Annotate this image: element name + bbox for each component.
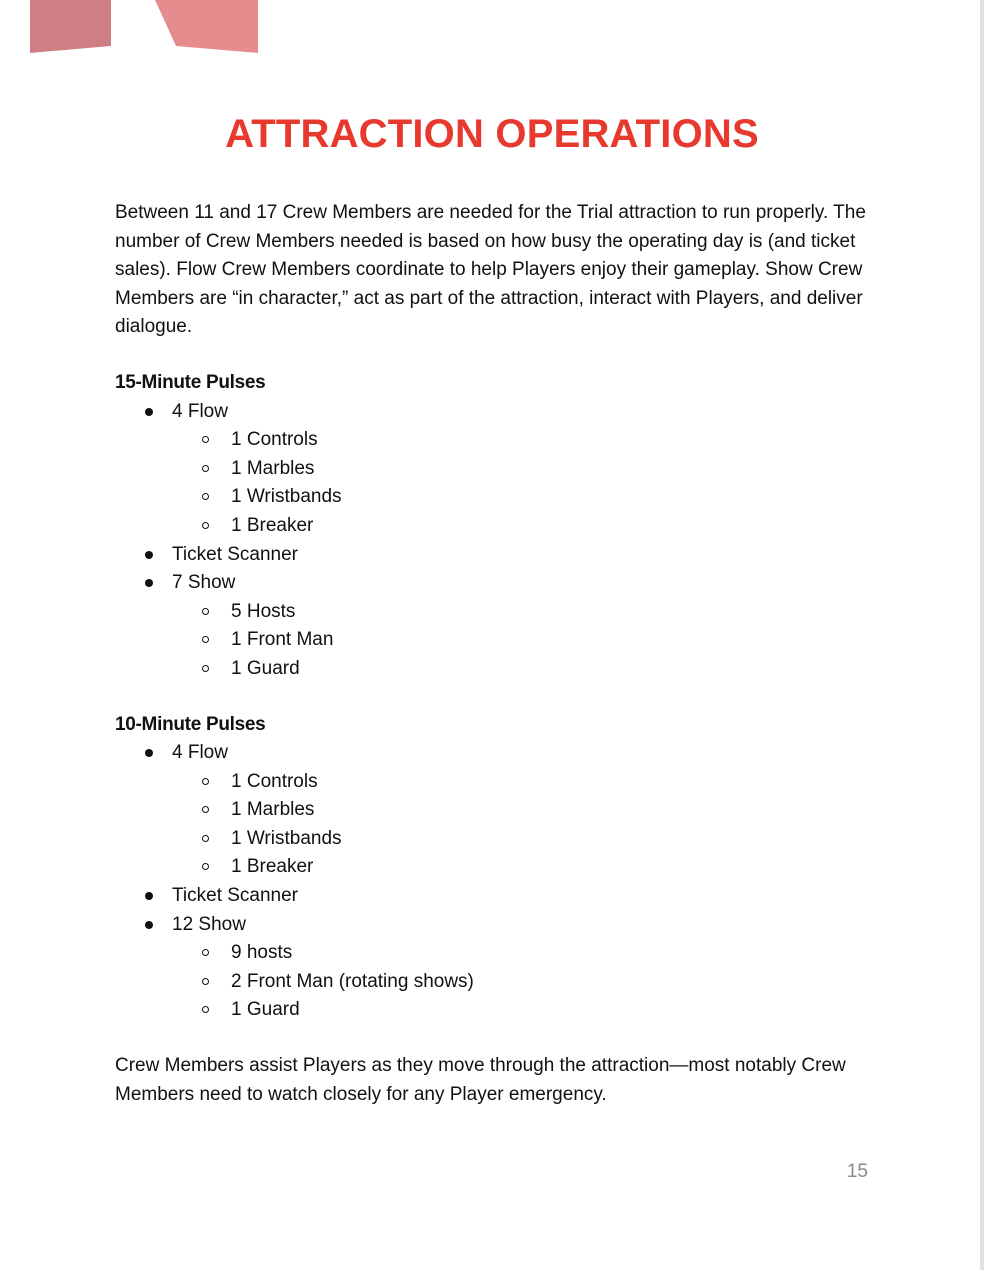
- role-sublist-item: 1 Breaker: [172, 512, 875, 541]
- role-label: 7 Show: [172, 572, 236, 594]
- role-label: 4 Flow: [172, 400, 228, 422]
- closing-paragraph: Crew Members assist Players as they move through the attraction—most notably Crew Members need to watch closely for any Player emergency.: [115, 1055, 846, 1105]
- section-heading: 15-Minute Pulses: [115, 371, 266, 393]
- role-sublist-item: 1 Controls: [172, 426, 875, 455]
- role-label: Ticket Scanner: [172, 543, 299, 565]
- intro-paragraph: Between 11 and 17 Crew Members are needed for the Trial attraction to run properly. The number of Crew Members needed is based on how busy the operating day is (and ticket sales). Flow Crew Members coordinate to help Players enjoy their gameplay. Show Crew Members are “in character,” act as part of the attraction, interact with Players, and deliver dialogue.: [115, 202, 866, 338]
- role-sublist-item: 1 Wristbands: [172, 483, 875, 512]
- page-title: ATTRACTION OPERATIONS: [225, 112, 759, 156]
- role-list-item: [115, 569, 875, 683]
- decor-shape-left: [30, 0, 111, 53]
- role-sublist-item: 5 Hosts: [172, 598, 875, 627]
- role-list-item: [115, 882, 875, 911]
- decorative-header-graphic: [0, 0, 260, 60]
- document-body: [115, 199, 875, 1109]
- role-label: 12 Show: [172, 913, 246, 935]
- section-heading: 10-Minute Pulses: [115, 713, 266, 735]
- role-list-item: [115, 739, 875, 882]
- role-sublist-item: 1 Guard: [172, 996, 875, 1025]
- role-list-item: [115, 398, 875, 541]
- role-sublist-item: 1 Controls: [172, 768, 875, 797]
- role-sublist: [172, 426, 875, 540]
- role-sublist-item: 2 Front Man (rotating shows): [172, 968, 875, 997]
- role-sublist-item: 1 Wristbands: [172, 825, 875, 854]
- page-number: 15: [846, 1161, 868, 1182]
- role-sublist-item: 1 Marbles: [172, 455, 875, 484]
- role-label: 4 Flow: [172, 742, 228, 764]
- page-right-edge: [980, 0, 984, 1270]
- role-sublist-item: 1 Front Man: [172, 626, 875, 655]
- role-list: [115, 398, 875, 684]
- staffing-sections: [115, 369, 875, 1025]
- role-sublist: [172, 598, 875, 684]
- role-sublist-item: 9 hosts: [172, 939, 875, 968]
- role-list-item: [115, 911, 875, 1025]
- role-sublist: [172, 768, 875, 882]
- role-list: [115, 739, 875, 1025]
- role-sublist: [172, 939, 875, 1025]
- role-sublist-item: 1 Marbles: [172, 796, 875, 825]
- role-sublist-item: 1 Guard: [172, 655, 875, 684]
- role-label: Ticket Scanner: [172, 885, 299, 907]
- role-list-item: [115, 541, 875, 570]
- decor-shape-right: [155, 0, 258, 53]
- role-sublist-item: 1 Breaker: [172, 853, 875, 882]
